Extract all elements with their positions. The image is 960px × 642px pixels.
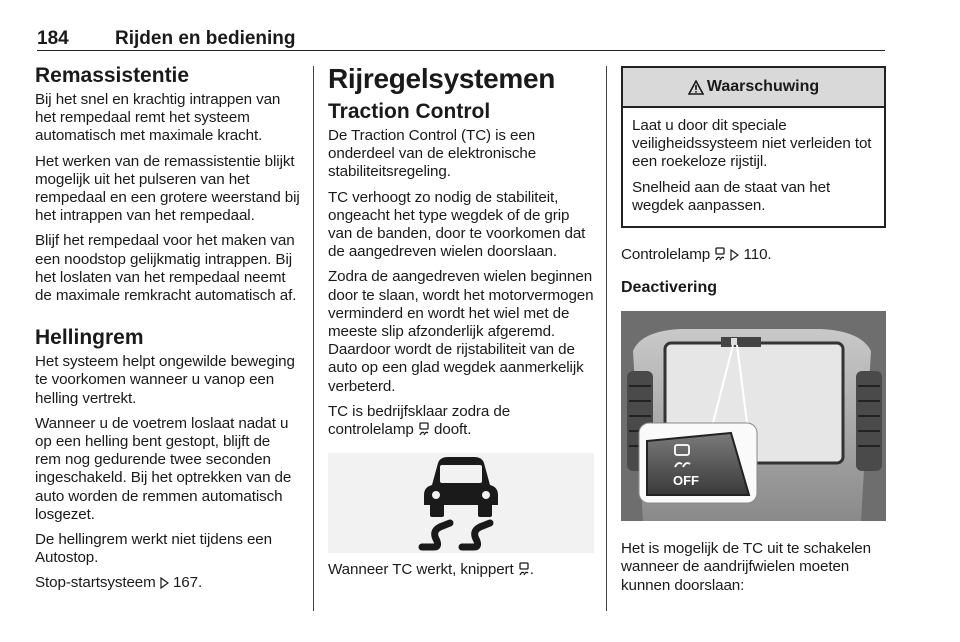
ref-page: 167. [172,574,203,592]
paragraph: De hellingrem werkt niet tijdens een Autostop. [35,531,272,567]
warning-header [623,68,884,108]
heading-brake-assist: Remassistentie [35,64,190,87]
paragraph: Het werken van de remassistentie blijkt mogelijk uit het pulseren van het rempedaal en een grotere weerstand bij het intrappen van het rempedaal. [35,152,300,225]
column-divider [313,66,314,611]
heading-driving-systems: Rijregelsystemen [328,63,556,94]
ref-page: 110. [743,246,772,264]
column-divider [606,66,607,611]
paragraph: Bij het snel en krachtig intrappen van het rempedaal remt het systeem automatisch met maximale kracht. [35,91,281,145]
text: TC is bedrijfsklaar zodra de controlelamp [328,402,511,439]
page-number: 184 [37,28,69,49]
arrow-right-outline-icon [730,249,739,261]
paragraph: Het systeem helpt ongewilde beweging te voorkomen wanneer u vanop een helling vertrekt. [35,353,295,407]
paragraph: Het is mogelijk de TC uit te schakelen wanneer de aandrijfwielen moeten kunnen doorslaan: [621,540,872,594]
arrow-right-outline-icon [160,577,169,589]
column-left [35,62,300,600]
traction-control-icon [714,247,726,261]
heading-hill-hold: Hellingrem [35,326,144,350]
cross-reference[interactable] [35,574,300,592]
text: . [529,561,534,579]
chapter-title: Rijden en bediening [115,28,296,49]
paragraph: Zodra de aangedreven wielen beginnen door te slaan, wordt het motorvermogen verminderd en wordt het wiel met de meeste slip afzonderlijk afgeremd. Daardoor wordt de rijstabiliteit van de auto op een glad wegdek aanmerkelijk verbeterd. [328,268,594,395]
heading-traction-control: Traction Control [328,100,491,123]
paragraph: Laat u door dit speciale veiligheidssysteem niet verleiden tot een roekeloze rijstijl. [632,117,872,171]
warning-box [621,66,886,228]
text: Wanneer TC werkt, knippert [328,561,514,579]
paragraph: De Traction Control (TC) is een onderdeel van de elektronische stabiliteitsregeling. [328,127,537,181]
page-header [37,26,885,51]
paragraph [328,561,594,579]
ref-text: Controlelamp [621,246,711,264]
paragraph: Wanneer u de voetrem loslaat nadat u op een helling bent gestopt, blijft de rem nog gedurende twee seconden ingeschakeld. Bij het optrekken van de auto worden de remmen automatisch losgezet. [35,414,292,523]
traction-control-symbol-figure [328,453,594,553]
dashboard-tc-button-photo [621,311,886,521]
ref-text: Stop-startsysteem [35,574,156,592]
column-right [621,62,886,602]
warning-body [623,108,884,226]
cross-reference[interactable] [621,246,886,264]
warning-triangle-icon [688,80,704,95]
paragraph: Blijf het rempedaal voor het maken van een noodstop gelijkmatig intrappen. Bij het loslaten van het rempedaal neemt de maximale remkracht automatisch af. [35,232,297,305]
off-button-label: OFF [673,473,699,489]
traction-control-icon [518,562,530,576]
paragraph: Snelheid aan de staat van het wegdek aanpassen. [632,178,831,214]
warning-title: Waarschuwing [706,78,820,95]
column-middle [328,62,594,586]
paragraph [328,403,594,439]
traction-control-icon [416,455,506,551]
heading-deactivation: Deactivering [621,279,718,297]
paragraph: TC verhoogt zo nodig de stabiliteit, ongeacht het type wegdek of de grip van de banden, door te voorkomen dat de aangedreven wielen doorslaan. [328,188,586,261]
text: dooft. [434,421,472,439]
traction-control-icon [418,422,430,436]
